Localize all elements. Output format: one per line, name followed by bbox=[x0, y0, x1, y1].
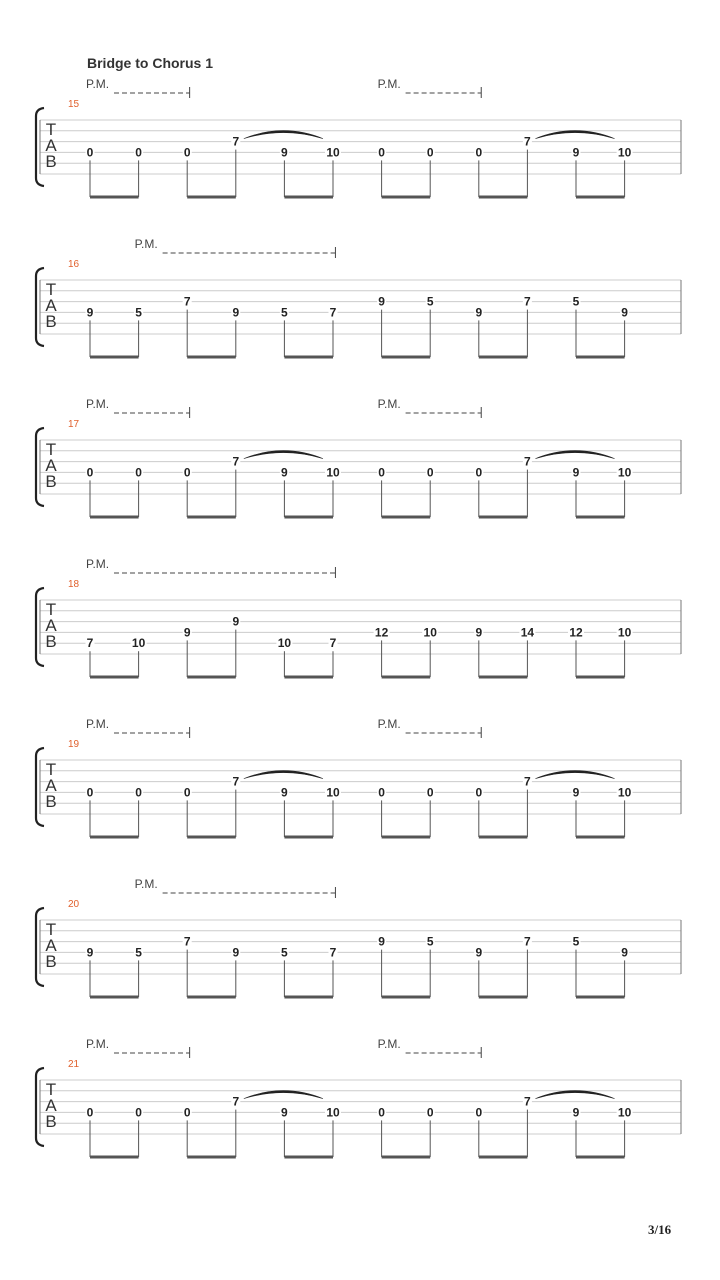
tab-system bbox=[36, 77, 681, 197]
fret-number: 5 bbox=[135, 945, 142, 960]
fret-number: 10 bbox=[617, 465, 632, 480]
palm-mute-label: P.M. bbox=[377, 397, 401, 411]
fret-number: 9 bbox=[475, 625, 483, 640]
tab-clef-letter: B bbox=[45, 151, 57, 171]
tab-clef-letter: T bbox=[45, 1079, 57, 1099]
fret-number: 9 bbox=[572, 785, 580, 800]
fret-number: 12 bbox=[374, 625, 389, 640]
fret-number: 10 bbox=[617, 625, 632, 640]
palm-mute-label: P.M. bbox=[134, 877, 158, 891]
fret-number: 5 bbox=[135, 305, 142, 320]
section-title: Bridge to Chorus 1 bbox=[87, 55, 214, 71]
fret-number: 10 bbox=[326, 785, 340, 800]
fret-number: 0 bbox=[378, 1105, 385, 1120]
measure-number: 16 bbox=[68, 259, 80, 270]
fret-number: 5 bbox=[281, 945, 288, 960]
tab-system bbox=[36, 877, 681, 997]
tab-clef-letter: A bbox=[45, 135, 57, 155]
fret-number: 5 bbox=[281, 305, 288, 320]
palm-mute-label: P.M. bbox=[377, 77, 401, 91]
fret-number: 7 bbox=[183, 294, 191, 309]
fret-number: 7 bbox=[86, 636, 94, 651]
fret-number: 9 bbox=[378, 294, 385, 309]
fret-number: 9 bbox=[281, 1105, 288, 1120]
fret-number: 0 bbox=[86, 465, 94, 480]
page-number: 3/16 bbox=[648, 1222, 672, 1237]
fret-number: 7 bbox=[183, 934, 191, 949]
tab-clef-letter: T bbox=[45, 439, 57, 459]
fret-number: 0 bbox=[426, 465, 434, 480]
measure-number: 18 bbox=[68, 579, 80, 590]
fret-number: 5 bbox=[426, 934, 434, 949]
measure-number: 21 bbox=[68, 1059, 80, 1070]
palm-mute-label: P.M. bbox=[86, 77, 110, 91]
fret-number: 5 bbox=[572, 294, 580, 309]
fret-number: 10 bbox=[326, 465, 340, 480]
fret-number: 7 bbox=[329, 305, 337, 320]
fret-number: 7 bbox=[524, 934, 531, 949]
fret-number: 0 bbox=[135, 465, 142, 480]
fret-number: 0 bbox=[378, 145, 385, 160]
fret-number: 9 bbox=[572, 465, 580, 480]
tab-clef-letter: B bbox=[45, 471, 57, 491]
slur bbox=[244, 131, 323, 139]
palm-mute-label: P.M. bbox=[377, 1037, 401, 1051]
fret-number: 10 bbox=[326, 145, 340, 160]
tab-clef-letter: A bbox=[45, 1095, 57, 1115]
tab-clef-letter: T bbox=[45, 119, 57, 139]
fret-number: 9 bbox=[281, 785, 288, 800]
fret-number: 7 bbox=[524, 774, 531, 789]
measure-number: 15 bbox=[68, 99, 80, 110]
slur bbox=[244, 1091, 323, 1099]
fret-number: 9 bbox=[281, 145, 288, 160]
tab-clef-letter: B bbox=[45, 791, 57, 811]
fret-number: 0 bbox=[378, 785, 385, 800]
fret-number: 9 bbox=[572, 1105, 580, 1120]
fret-number: 9 bbox=[475, 945, 483, 960]
fret-number: 10 bbox=[131, 636, 146, 651]
fret-number: 10 bbox=[277, 636, 292, 651]
fret-number: 0 bbox=[475, 1105, 483, 1120]
fret-number: 7 bbox=[524, 134, 531, 149]
fret-number: 9 bbox=[621, 945, 628, 960]
fret-number: 0 bbox=[475, 785, 483, 800]
slur bbox=[244, 771, 323, 779]
fret-number: 9 bbox=[232, 305, 240, 320]
tab-clef-letter: B bbox=[45, 311, 57, 331]
palm-mute-label: P.M. bbox=[86, 1037, 110, 1051]
tab-system bbox=[36, 1037, 681, 1157]
fret-number: 0 bbox=[183, 785, 191, 800]
fret-number: 9 bbox=[475, 305, 483, 320]
fret-number: 7 bbox=[232, 134, 240, 149]
fret-number: 10 bbox=[617, 1105, 632, 1120]
fret-number: 12 bbox=[569, 625, 583, 640]
fret-number: 7 bbox=[232, 454, 240, 469]
slur bbox=[535, 451, 614, 459]
fret-number: 0 bbox=[426, 1105, 434, 1120]
tab-clef-letter: A bbox=[45, 615, 57, 635]
tab-system bbox=[36, 717, 681, 837]
fret-number: 9 bbox=[183, 625, 191, 640]
fret-number: 9 bbox=[232, 945, 240, 960]
tab-clef-letter: A bbox=[45, 775, 57, 795]
tab-clef-letter: B bbox=[45, 1111, 57, 1131]
fret-number: 9 bbox=[572, 145, 580, 160]
palm-mute-label: P.M. bbox=[134, 237, 158, 251]
fret-number: 10 bbox=[423, 625, 437, 640]
tab-clef-letter: T bbox=[45, 279, 57, 299]
tab-clef-letter: B bbox=[45, 951, 57, 971]
tab-clef-letter: A bbox=[45, 935, 57, 955]
slur bbox=[244, 451, 323, 459]
tab-system bbox=[36, 237, 681, 357]
fret-number: 10 bbox=[617, 785, 632, 800]
fret-number: 7 bbox=[524, 294, 531, 309]
fret-number: 0 bbox=[135, 1105, 142, 1120]
fret-number: 14 bbox=[520, 625, 535, 640]
tab-clef-letter: A bbox=[45, 295, 57, 315]
tab-clef-letter: A bbox=[45, 455, 57, 475]
fret-number: 5 bbox=[426, 294, 434, 309]
fret-number: 7 bbox=[524, 454, 531, 469]
fret-number: 0 bbox=[475, 145, 483, 160]
fret-number: 7 bbox=[524, 1094, 531, 1109]
fret-number: 0 bbox=[426, 145, 434, 160]
fret-number: 9 bbox=[86, 305, 94, 320]
fret-number: 7 bbox=[232, 774, 240, 789]
fret-number: 7 bbox=[329, 945, 337, 960]
palm-mute-label: P.M. bbox=[377, 717, 401, 731]
fret-number: 0 bbox=[86, 1105, 94, 1120]
fret-number: 10 bbox=[326, 1105, 340, 1120]
palm-mute-label: P.M. bbox=[86, 717, 110, 731]
fret-number: 0 bbox=[183, 465, 191, 480]
fret-number: 9 bbox=[281, 465, 288, 480]
slur bbox=[535, 1091, 614, 1099]
fret-number: 9 bbox=[86, 945, 94, 960]
palm-mute-label: P.M. bbox=[86, 397, 110, 411]
fret-number: 5 bbox=[572, 934, 580, 949]
measure-number: 20 bbox=[68, 899, 80, 910]
fret-number: 0 bbox=[183, 145, 191, 160]
slur bbox=[535, 131, 614, 139]
fret-number: 0 bbox=[183, 1105, 191, 1120]
measure-number: 17 bbox=[68, 419, 80, 430]
fret-number: 7 bbox=[232, 1094, 240, 1109]
tab-clef-letter: T bbox=[45, 599, 57, 619]
tab-clef-letter: T bbox=[45, 919, 57, 939]
fret-number: 7 bbox=[329, 636, 337, 651]
tab-clef-letter: T bbox=[45, 759, 57, 779]
fret-number: 0 bbox=[378, 465, 385, 480]
fret-number: 0 bbox=[135, 145, 142, 160]
fret-number: 0 bbox=[135, 785, 142, 800]
fret-number: 10 bbox=[617, 145, 632, 160]
fret-number: 0 bbox=[426, 785, 434, 800]
tab-clef-letter: B bbox=[45, 631, 57, 651]
palm-mute-label: P.M. bbox=[86, 557, 110, 571]
fret-number: 9 bbox=[378, 934, 385, 949]
fret-number: 0 bbox=[475, 465, 483, 480]
fret-number: 0 bbox=[86, 145, 94, 160]
fret-number: 9 bbox=[621, 305, 628, 320]
tab-system bbox=[36, 397, 681, 517]
measure-number: 19 bbox=[68, 739, 80, 750]
slur bbox=[535, 771, 614, 779]
tab-system bbox=[36, 557, 681, 677]
fret-number: 0 bbox=[86, 785, 94, 800]
fret-number: 9 bbox=[232, 614, 240, 629]
